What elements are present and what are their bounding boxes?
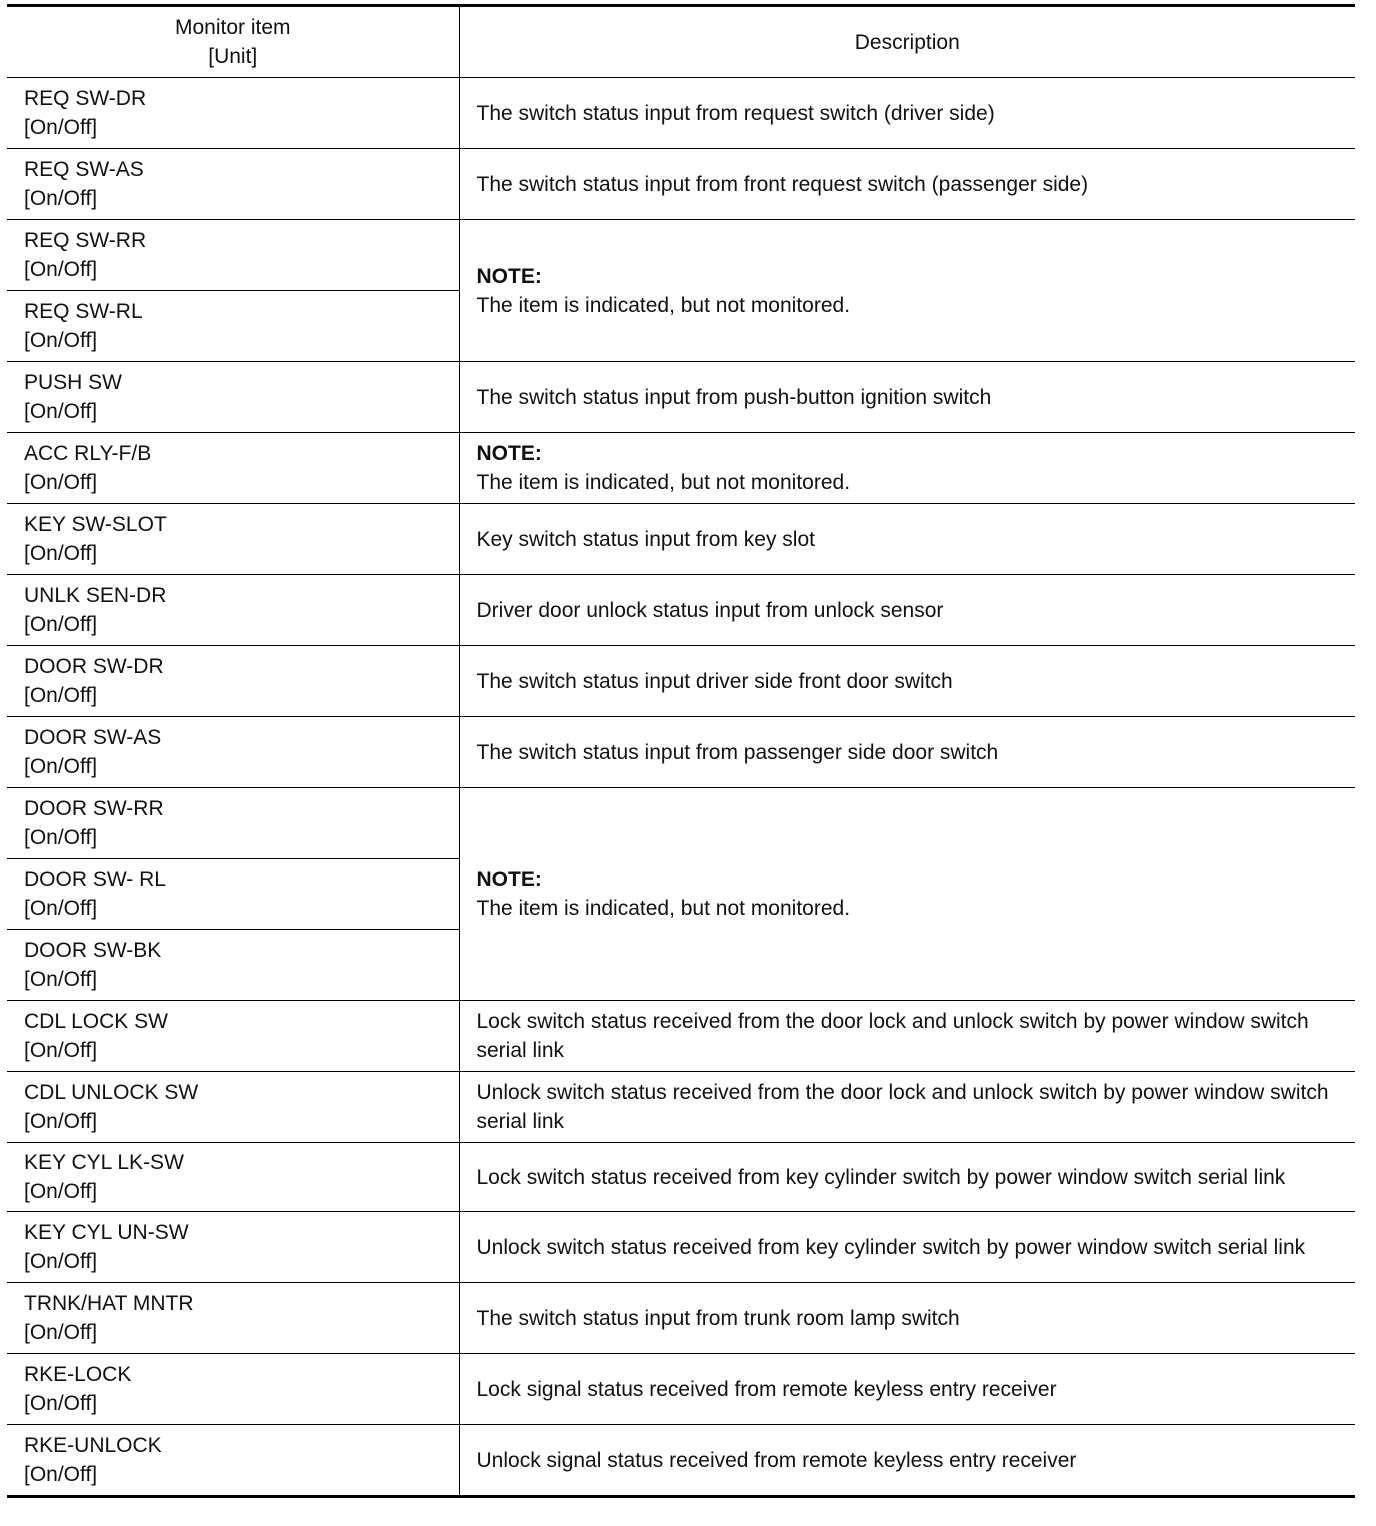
description-cell: Lock switch status received from key cylinder switch by power window switch serial link [459, 1143, 1355, 1212]
header-unit-label: [Unit] [208, 45, 258, 68]
description-cell: Unlock switch status received from the door lock and unlock switch by power window switch serial link [459, 1072, 1355, 1143]
description-cell: Driver door unlock status input from unlock sensor [459, 575, 1355, 646]
monitor-item-name: DOOR SW-DR [24, 655, 164, 678]
table-row [7, 575, 1355, 646]
table-row [7, 220, 1355, 291]
monitor-item-name: CDL LOCK SW [24, 1010, 168, 1033]
monitor-item-cell [7, 433, 459, 504]
monitor-item-unit: [On/Off] [24, 968, 98, 991]
monitor-item-table [7, 4, 1355, 1498]
description-cell: The switch status input from trunk room lamp switch [459, 1283, 1355, 1354]
monitor-item-cell [7, 575, 459, 646]
note-text: The item is indicated, but not monitored. [476, 471, 851, 494]
monitor-item-unit: [On/Off] [24, 1392, 98, 1415]
description-cell: Key switch status input from key slot [459, 504, 1355, 575]
table-row [7, 717, 1355, 788]
description-cell: The switch status input driver side front door switch [459, 646, 1355, 717]
header-item-label: Monitor item [174, 16, 291, 39]
description-cell: Unlock signal status received from remote keyless entry receiver [459, 1425, 1355, 1497]
monitor-item-cell [7, 504, 459, 575]
monitor-item-unit: [On/Off] [24, 1463, 98, 1486]
monitor-item-cell [7, 149, 459, 220]
monitor-item-name: DOOR SW-BK [24, 939, 162, 962]
monitor-item-cell [7, 1001, 459, 1072]
monitor-item-name: RKE-LOCK [24, 1363, 132, 1386]
table-row [7, 433, 1355, 504]
monitor-item-unit: [On/Off] [24, 258, 98, 281]
note-text: The item is indicated, but not monitored. [476, 897, 851, 920]
monitor-item-unit: [On/Off] [24, 613, 98, 636]
description-note-cell [459, 433, 1355, 504]
monitor-item-cell [7, 1425, 459, 1497]
monitor-item-name: KEY SW-SLOT [24, 513, 167, 536]
monitor-item-name: DOOR SW- RL [24, 868, 166, 891]
monitor-item-cell [7, 1212, 459, 1283]
table-row [7, 1425, 1355, 1497]
monitor-item-cell [7, 220, 459, 291]
monitor-item-unit: [On/Off] [24, 684, 98, 707]
monitor-item-cell [7, 78, 459, 149]
monitor-item-cell [7, 717, 459, 788]
table-row [7, 1212, 1355, 1283]
table-header-row [7, 6, 1355, 78]
monitor-item-name: REQ SW-RL [24, 300, 143, 323]
description-note-cell [459, 788, 1355, 1001]
monitor-item-unit: [On/Off] [24, 897, 98, 920]
monitor-item-unit: [On/Off] [24, 1110, 98, 1133]
description-cell: The switch status input from front request switch (passenger side) [459, 149, 1355, 220]
monitor-item-unit: [On/Off] [24, 1180, 98, 1203]
note-text: The item is indicated, but not monitored. [476, 293, 851, 317]
monitor-item-cell [7, 1072, 459, 1143]
monitor-item-name: ACC RLY-F/B [24, 442, 152, 465]
monitor-item-name: RKE-UNLOCK [24, 1434, 162, 1457]
monitor-item-cell [7, 291, 459, 362]
monitor-item-unit: [On/Off] [24, 755, 98, 778]
monitor-item-unit: [On/Off] [24, 1321, 98, 1344]
description-cell: The switch status input from push-button ignition switch [459, 362, 1355, 433]
monitor-item-cell [7, 646, 459, 717]
monitor-item-unit: [On/Off] [24, 542, 98, 565]
description-cell: Lock signal status received from remote keyless entry receiver [459, 1354, 1355, 1425]
monitor-item-name: CDL UNLOCK SW [24, 1081, 199, 1104]
table-row [7, 1001, 1355, 1072]
monitor-item-unit: [On/Off] [24, 187, 98, 210]
monitor-item-unit: [On/Off] [24, 1039, 98, 1062]
monitor-item-cell [7, 788, 459, 859]
monitor-item-name: TRNK/HAT MNTR [24, 1292, 194, 1315]
description-cell: The switch status input from request switch (driver side) [459, 78, 1355, 149]
header-description [459, 6, 1355, 78]
table-row [7, 504, 1355, 575]
description-cell: Lock switch status received from the door lock and unlock switch by power window switch serial link [459, 1001, 1355, 1072]
monitor-item-name: KEY CYL LK-SW [24, 1151, 184, 1174]
monitor-item-name: REQ SW-RR [24, 229, 147, 252]
monitor-item-unit: [On/Off] [24, 826, 98, 849]
note-label: NOTE: [476, 868, 542, 891]
monitor-item-unit: [On/Off] [24, 116, 98, 139]
description-cell: Unlock switch status received from key cylinder switch by power window switch serial link [459, 1212, 1355, 1283]
monitor-item-name: REQ SW-AS [24, 158, 144, 181]
monitor-item-name: DOOR SW-AS [24, 726, 162, 749]
monitor-item-cell [7, 1354, 459, 1425]
monitor-item-cell [7, 859, 459, 930]
monitor-item-name: KEY CYL UN-SW [24, 1221, 189, 1244]
table-row [7, 646, 1355, 717]
monitor-item-cell [7, 1143, 459, 1212]
monitor-item-cell [7, 362, 459, 433]
monitor-item-unit: [On/Off] [24, 329, 98, 352]
table-row [7, 1072, 1355, 1143]
monitor-item-unit: [On/Off] [24, 1250, 98, 1273]
table-row [7, 78, 1355, 149]
table-row [7, 362, 1355, 433]
description-cell: The switch status input from passenger side door switch [459, 717, 1355, 788]
description-note-cell [459, 220, 1355, 362]
monitor-item-unit: [On/Off] [24, 471, 98, 494]
table-row [7, 1283, 1355, 1354]
monitor-item-name: REQ SW-DR [24, 87, 147, 110]
monitor-item-name: PUSH SW [24, 371, 123, 394]
monitor-item-cell [7, 930, 459, 1001]
note-label: NOTE: [476, 442, 542, 465]
monitor-item-name: DOOR SW-RR [24, 797, 164, 820]
table-row [7, 1354, 1355, 1425]
header-description-label: Description [854, 30, 960, 54]
header-monitor-item [7, 6, 459, 78]
monitor-item-cell [7, 1283, 459, 1354]
table-row [7, 1143, 1355, 1212]
table-row [7, 788, 1355, 859]
monitor-item-unit: [On/Off] [24, 400, 98, 423]
monitor-item-name: UNLK SEN-DR [24, 584, 167, 607]
table-row [7, 149, 1355, 220]
note-label: NOTE: [476, 264, 542, 288]
